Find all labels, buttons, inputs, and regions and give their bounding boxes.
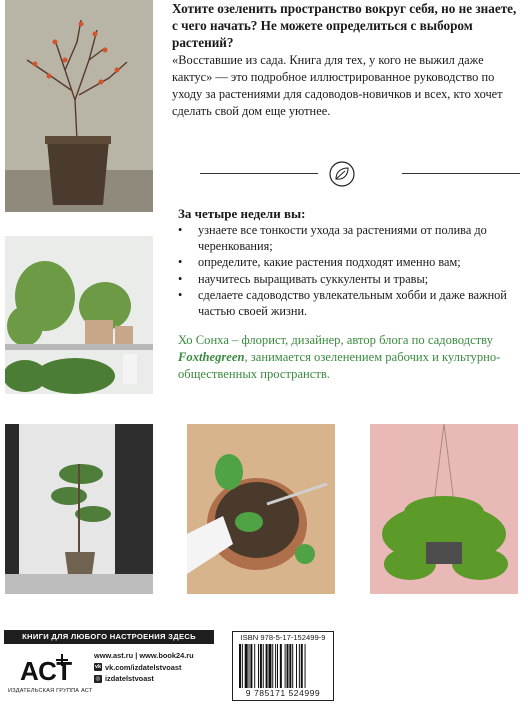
barcode-bar (277, 644, 278, 688)
publisher-caption: ИЗДАТЕЛЬСКАЯ ГРУППА АСТ (8, 688, 93, 694)
intro-question: Хотите озеленить пространство вокруг себя, но не знаете, с чего начать? Не можете определиться с выбором растений? (172, 1, 517, 50)
author-bio-rest: , занимается озеленением рабочих и культурно-общественных пространств. (178, 350, 501, 381)
list-item (176, 254, 528, 270)
list-item-text: сделаете садоводство увлекательным хобби и даже важной частью своей жизни. (198, 287, 507, 319)
barcode-bar (305, 644, 306, 688)
leaf-emblem-icon (328, 160, 356, 188)
barcode-bar (292, 644, 293, 688)
barcode-bar (260, 644, 262, 688)
list-item-text: научитесь выращивать суккуленты и травы; (198, 271, 429, 286)
barcode-bar (249, 644, 250, 688)
isbn-label: ISBN 978-5-17-152499-9 (240, 633, 326, 642)
barcode-bar (263, 644, 264, 688)
photo-hanging-fern (370, 424, 518, 594)
divider-line-right (402, 173, 520, 174)
footer-tagline: КНИГИ ДЛЯ ЛЮБОГО НАСТРОЕНИЯ ЗДЕСЬ (4, 630, 214, 644)
photo-umbrella-plant-window (5, 424, 153, 594)
barcode-bar (239, 644, 241, 688)
barcode-number: 9 785171 524999 (245, 688, 321, 698)
author-blog-name: Foxthegreen (178, 350, 245, 364)
vk-link[interactable]: vk.com/izdatelstvoast (105, 662, 182, 672)
list-item-text: узнаете все тонкости ухода за растениями от полива до черенкования; (198, 223, 487, 254)
vk-icon: vk (94, 664, 102, 671)
vk-row (94, 662, 194, 674)
list-item (176, 222, 528, 254)
list-item (176, 287, 528, 319)
ast-logo-text: АСТ (20, 656, 73, 686)
list-item (176, 271, 528, 287)
publisher-links (94, 650, 194, 685)
section-divider (200, 160, 520, 188)
benefits-title: За четыре недели вы: (178, 206, 306, 221)
isbn-barcode-box (232, 631, 334, 701)
photo-plant-shelf (5, 236, 153, 394)
barcode-bar (266, 644, 268, 688)
barcode-bar (254, 644, 255, 688)
list-item-text: определите, какие растения подходят именно вам; (198, 255, 461, 270)
social-link[interactable]: izdatelstvoast (105, 674, 154, 683)
barcode-image (239, 644, 327, 688)
barcode-bar (275, 644, 276, 688)
barcode-bar (258, 644, 259, 688)
ast-logo (18, 650, 74, 686)
barcode-bar (301, 644, 303, 688)
intro-paragraph: «Восставшие из сада. Книга для тех, у кого не выжил даже кактус» — это подробное иллюстрированное руководство по уходу за растениями для садоводов-новичков и всех, кто хочет сделать свой дом еще уютнее. (172, 53, 503, 118)
bullet-icon: • (178, 255, 183, 270)
divider-line-left (200, 173, 318, 174)
barcode-bar (272, 644, 273, 688)
author-bio (178, 332, 526, 383)
barcode-bar (245, 644, 248, 688)
barcode-bar (296, 644, 297, 688)
benefits-list (176, 222, 528, 319)
barcode-bar (242, 644, 243, 688)
bullet-icon: • (178, 223, 183, 237)
barcode-bar (289, 644, 291, 688)
barcode-bar (299, 644, 300, 688)
bullet-icon: • (178, 271, 183, 286)
barcode-bar (285, 644, 286, 688)
barcode-bar (268, 644, 271, 688)
social-icon: ◎ (95, 675, 101, 682)
barcode-bar (287, 644, 289, 688)
author-name: Хо Сонха – флорист, дизайнер, автор блога по садоводству (178, 333, 493, 347)
bullet-icon: • (178, 287, 183, 302)
sites-link[interactable]: www.ast.ru | www.book24.ru (94, 651, 194, 660)
social-row (94, 673, 194, 685)
sites-row (94, 650, 194, 662)
barcode-bar (250, 644, 252, 688)
photo-flowering-branch (5, 0, 153, 212)
photo-succulent-potting (187, 424, 335, 594)
barcode-bar (280, 644, 282, 688)
